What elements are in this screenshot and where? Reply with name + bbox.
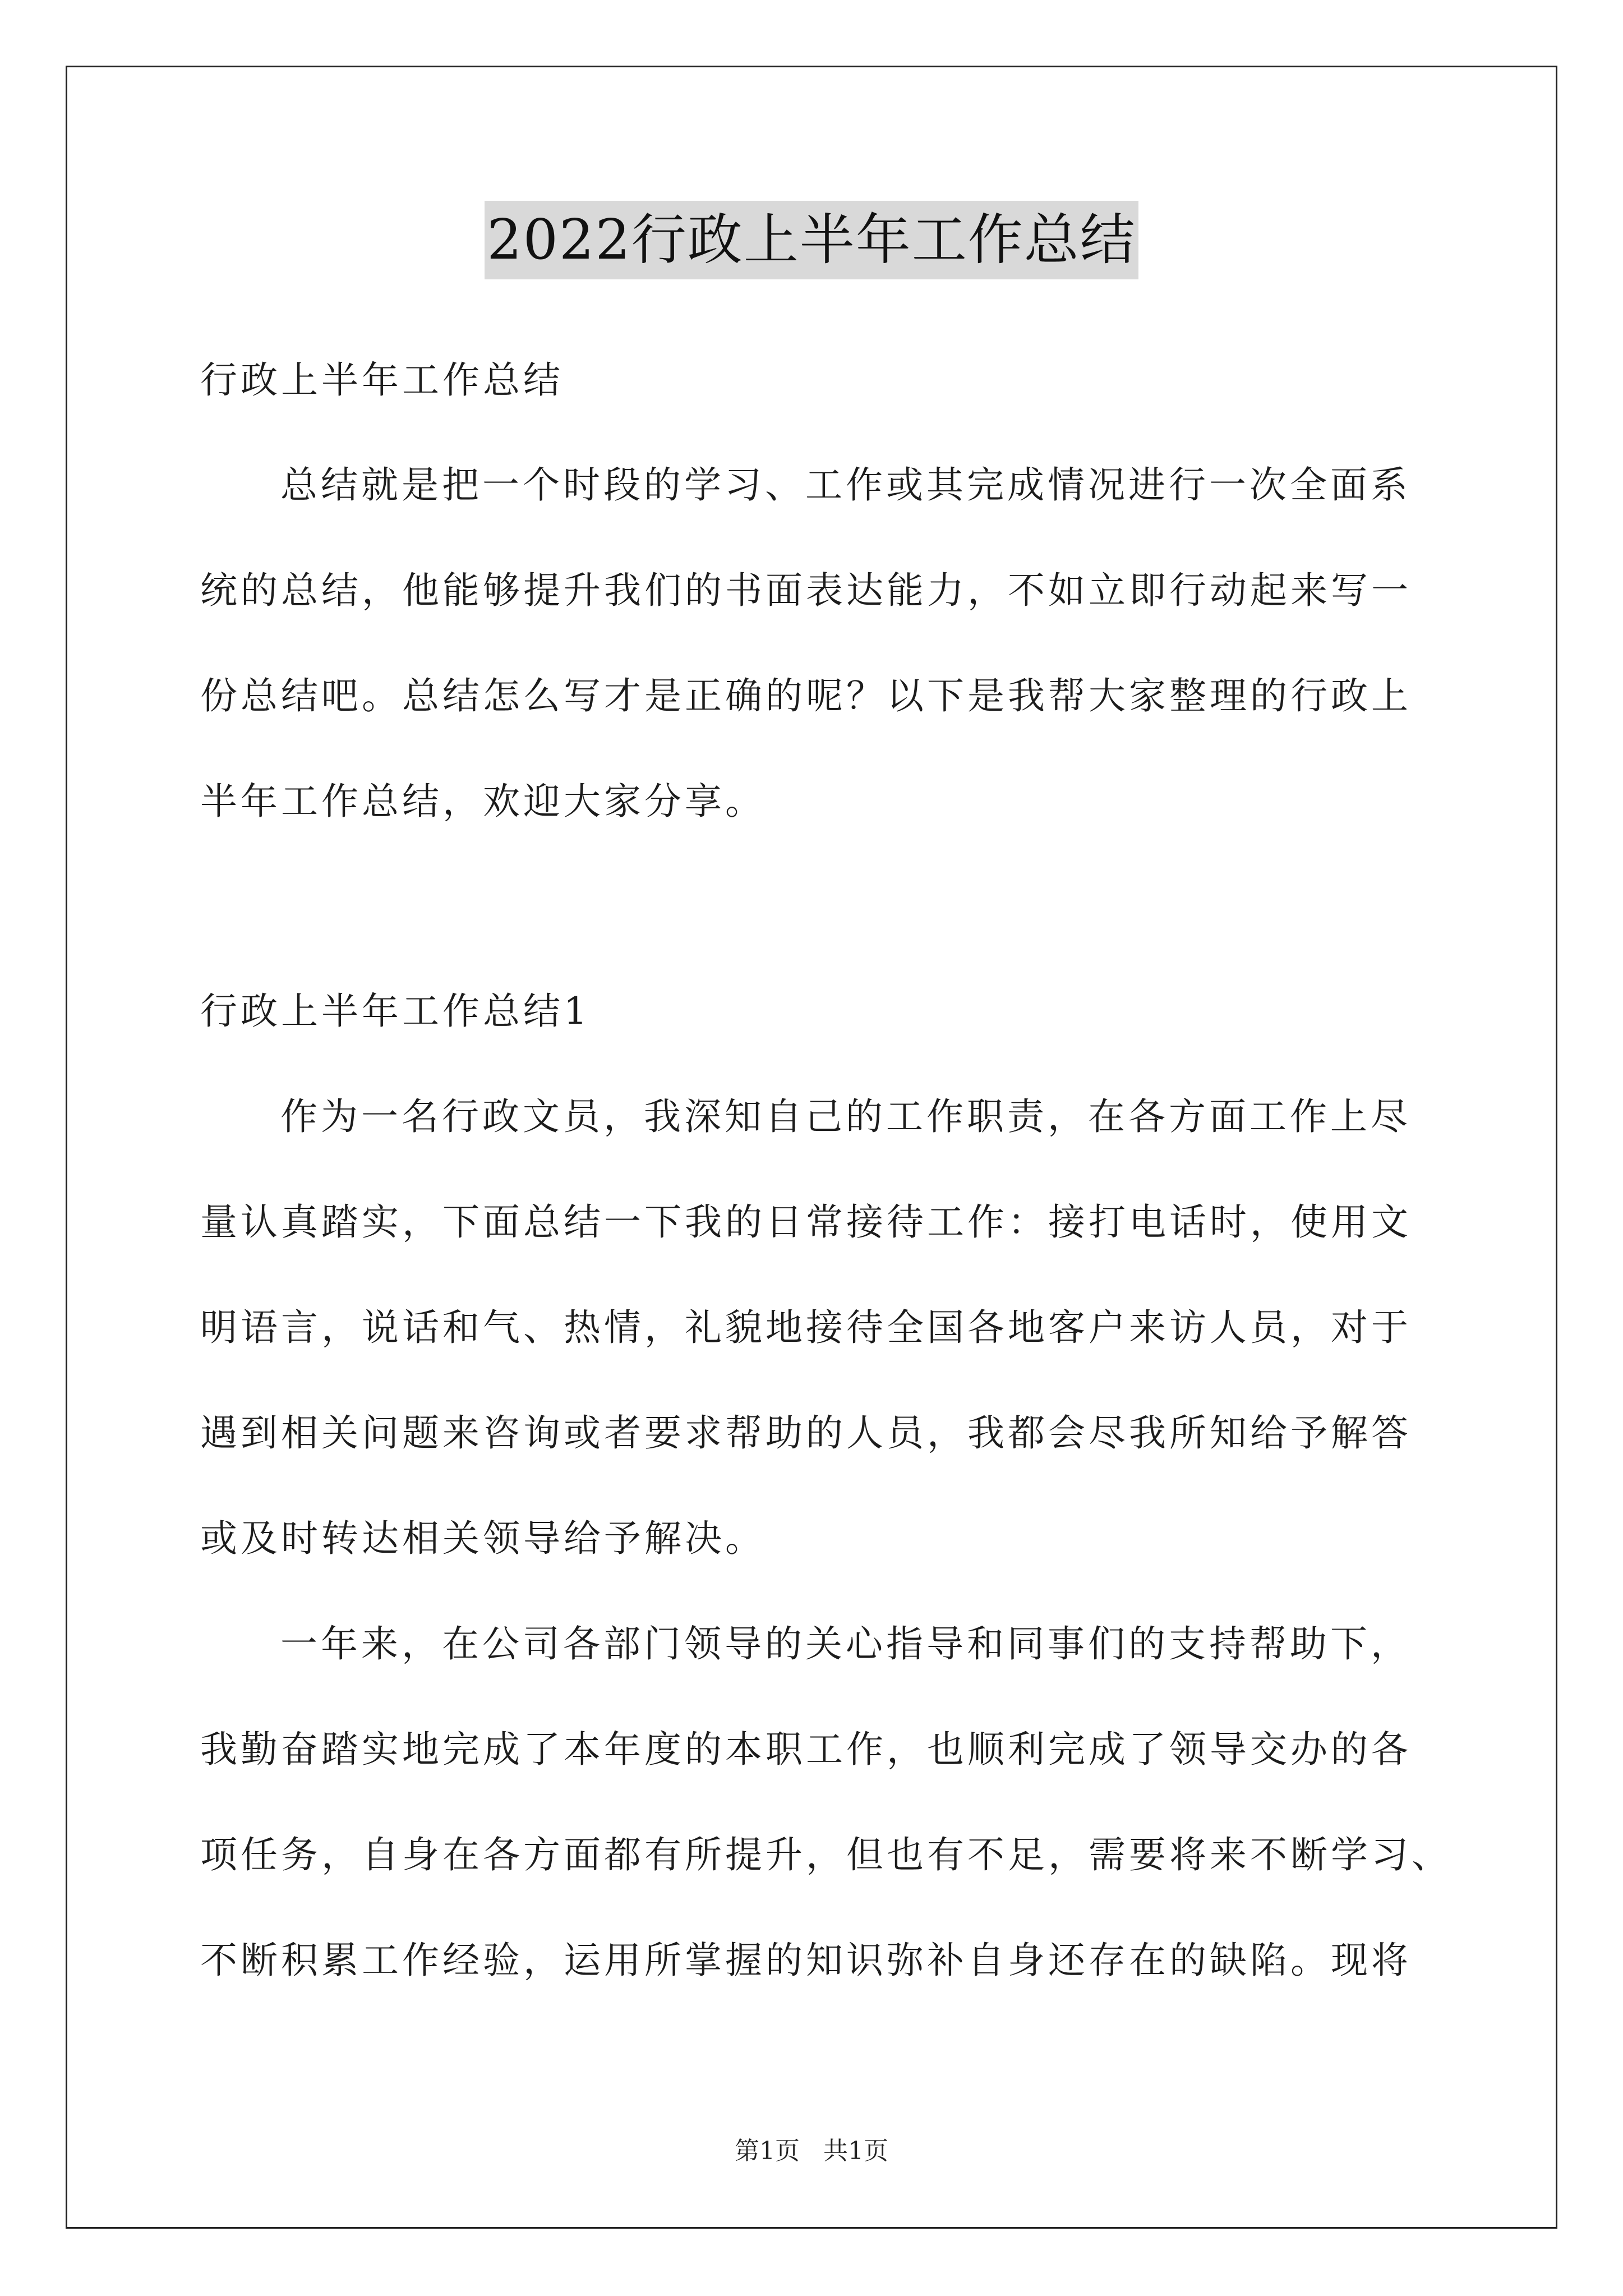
section-line-3: 明语言，说话和气、热情，礼貌地接待全国各地客户来访人员，对于 [200, 1306, 1412, 1349]
section-line-4: 遇到相关问题来咨询或者要求帮助的人员，我都会尽我所知给予解答 [200, 1411, 1412, 1455]
document-subtitle: 行政上半年工作总结 [200, 358, 564, 402]
title-container [0, 201, 1623, 279]
intro-line-2: 统的总结，他能够提升我们的书面表达能力，不如立即行动起来写一 [200, 569, 1412, 612]
document-title: 2022行政上半年工作总结 [485, 201, 1138, 279]
page-number-current: 第1页 [735, 2137, 800, 2165]
intro-line-4: 半年工作总结，欢迎大家分享。 [200, 780, 766, 823]
section-heading: 行政上半年工作总结1 [200, 990, 591, 1033]
intro-line-3: 份总结吧。总结怎么写才是正确的呢？以下是我帮大家整理的行政上 [200, 674, 1412, 717]
section-line-2: 量认真踏实，下面总结一下我的日常接待工作：接打电话时，使用文 [200, 1200, 1412, 1244]
section-line-5: 或及时转达相关领导给予解决。 [200, 1517, 766, 1560]
intro-line-1: 总结就是把一个时段的学习、工作或其完成情况进行一次全面系 [280, 463, 1411, 507]
page-number-total: 共1页 [823, 2137, 888, 2165]
page-footer [0, 2134, 1623, 2168]
section-line-8: 项任务，自身在各方面都有所提升，但也有不足，需要将来不断学习、 [200, 1833, 1452, 1876]
section-line-9: 不断积累工作经验，运用所掌握的知识弥补自身还存在的缺陷。现将 [200, 1939, 1412, 1982]
section-line-6: 一年来，在公司各部门领导的关心指导和同事们的支持帮助下， [280, 1622, 1411, 1665]
section-line-1: 作为一名行政文员，我深知自己的工作职责，在各方面工作上尽 [280, 1095, 1411, 1138]
section-line-7: 我勤奋踏实地完成了本年度的本职工作，也顺利完成了领导交办的各 [200, 1728, 1412, 1771]
